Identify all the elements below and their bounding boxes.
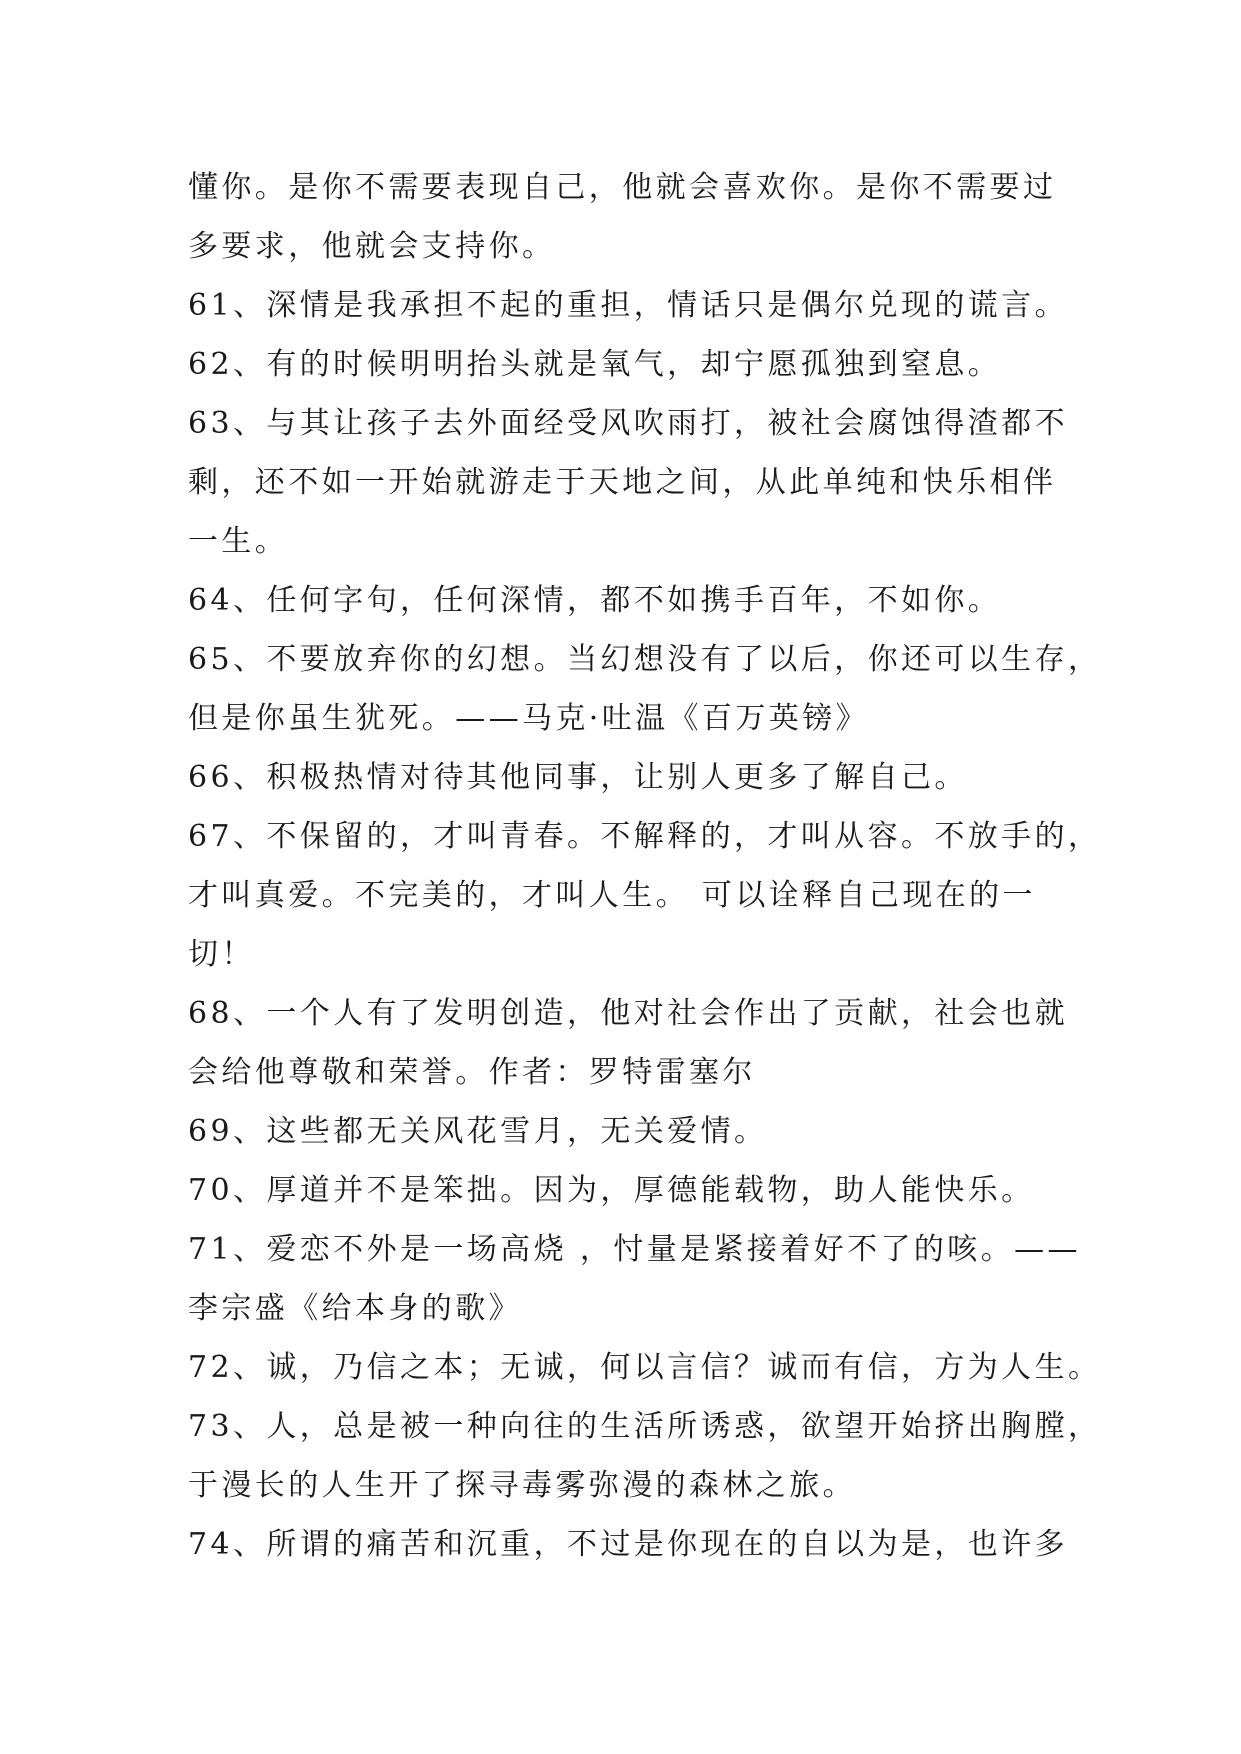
text-line: 李宗盛《给本身的歌》	[188, 1291, 522, 1326]
text-line: 70、厚道并不是笨拙。因为，厚德能载物，助人能快乐。	[188, 1173, 1035, 1208]
document-body	[188, 158, 1102, 1574]
text-line: 会给他尊敬和荣誉。作者：罗特雷塞尔	[188, 1055, 756, 1090]
text-line: 66、积极热情对待其他同事，让别人更多了解自己。	[188, 760, 968, 795]
text-line: 但是你虽生犹死。——马克·吐温《百万英镑》	[188, 701, 869, 736]
text-line: 73、人，总是被一种向往的生活所诱惑，欲望开始挤出胸膛，	[188, 1409, 1102, 1444]
text-line: 67、不保留的，才叫青春。不解释的，才叫从容。不放手的，	[188, 819, 1102, 854]
text-line: 68、一个人有了发明创造，他对社会作出了贡献，社会也就	[188, 996, 1068, 1031]
text-line: 剩，还不如一开始就游走于天地之间，从此单纯和快乐相伴	[188, 465, 1057, 500]
text-line: 71、爱恋不外是一场高烧 ，忖量是紧接着好不了的咳。——	[188, 1232, 1081, 1267]
text-line: 懂你。是你不需要表现自己，他就会喜欢你。是你不需要过	[188, 170, 1057, 205]
text-line: 63、与其让孩子去外面经受风吹雨打，被社会腐蚀得渣都不	[188, 406, 1068, 441]
text-line: 多要求，他就会支持你。	[188, 229, 556, 264]
text-line: 切！	[188, 937, 255, 972]
text-line: 74、所谓的痛苦和沉重，不过是你现在的自以为是，也许多	[188, 1527, 1068, 1562]
text-line: 69、这些都无关风花雪月，无关爱情。	[188, 1114, 768, 1149]
text-line: 64、任何字句，任何深情，都不如携手百年，不如你。	[188, 583, 1002, 618]
text-line: 才叫真爱。不完美的，才叫人生。 可以诠释自己现在的一	[188, 878, 1036, 913]
text-line: 65、不要放弃你的幻想。当幻想没有了以后，你还可以生存，	[188, 642, 1102, 677]
text-line: 62、有的时候明明抬头就是氧气，却宁愿孤独到窒息。	[188, 347, 1002, 382]
text-line: 61、深情是我承担不起的重担，情话只是偶尔兑现的谎言。	[188, 288, 1068, 323]
text-line: 一生。	[188, 524, 289, 559]
text-line: 于漫长的人生开了探寻毒雾弥漫的森林之旅。	[188, 1468, 856, 1503]
text-line: 72、诚，乃信之本；无诚，何以言信？诚而有信，方为人生。	[188, 1350, 1102, 1385]
